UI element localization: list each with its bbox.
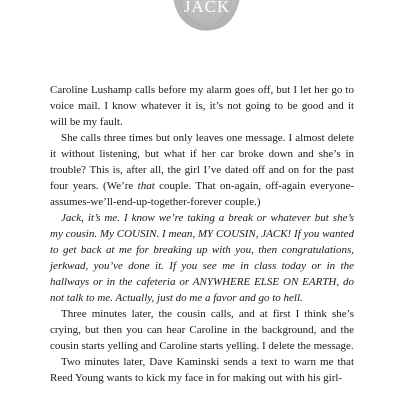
paragraph-5: Two minutes later, Dave Kaminski sends a text to warn me that Reed Young wants to kick my face in for making out with his girl- (50, 356, 354, 384)
voicemail-message: Jack, it’s me. I know we’re taking a break or whatever but she’s my cousin. My COUSIN. I mean, MY COUSIN, JACK! If you wanted to get back at me for breaking up with you, then congratulations, jerkwad, you’ve done it. If you see me in class today or in the hallways or in the cafeteria or ANYWHERE ELSE ON EARTH, do not talk to me. Actually, just do me a favor and go to hell. (50, 212, 354, 304)
chapter-title: JACK (183, 0, 231, 16)
paragraph-1: Caroline Lushamp calls before my alarm goes off, but I let her go to voice mail. I know whatever it is, it’s not going to be good and it will be my fault. (50, 84, 354, 128)
paragraph-4: Three minutes later, the cousin calls, and at first I think she’s crying, but then you can hear Caroline in the background, and the cousin starts yelling and Caroline starts yelling. I delete the message. (50, 308, 354, 352)
paragraph-2 (50, 130, 354, 210)
paragraph-2-part-1: She calls three times but only leaves one message. I almost delete it without listening, but what if her car broke down and she’s in trouble? This is, after all, the girl I’ve dated off and on for the past four years. (We’re (50, 132, 354, 192)
chapter-body (50, 82, 354, 386)
paragraph-2-emphasis: that (137, 180, 155, 192)
paragraph-2-part-2: couple. That on-again, off-again everyone-assumes-we’ll-end-up-together-forever couple.) (50, 180, 354, 208)
